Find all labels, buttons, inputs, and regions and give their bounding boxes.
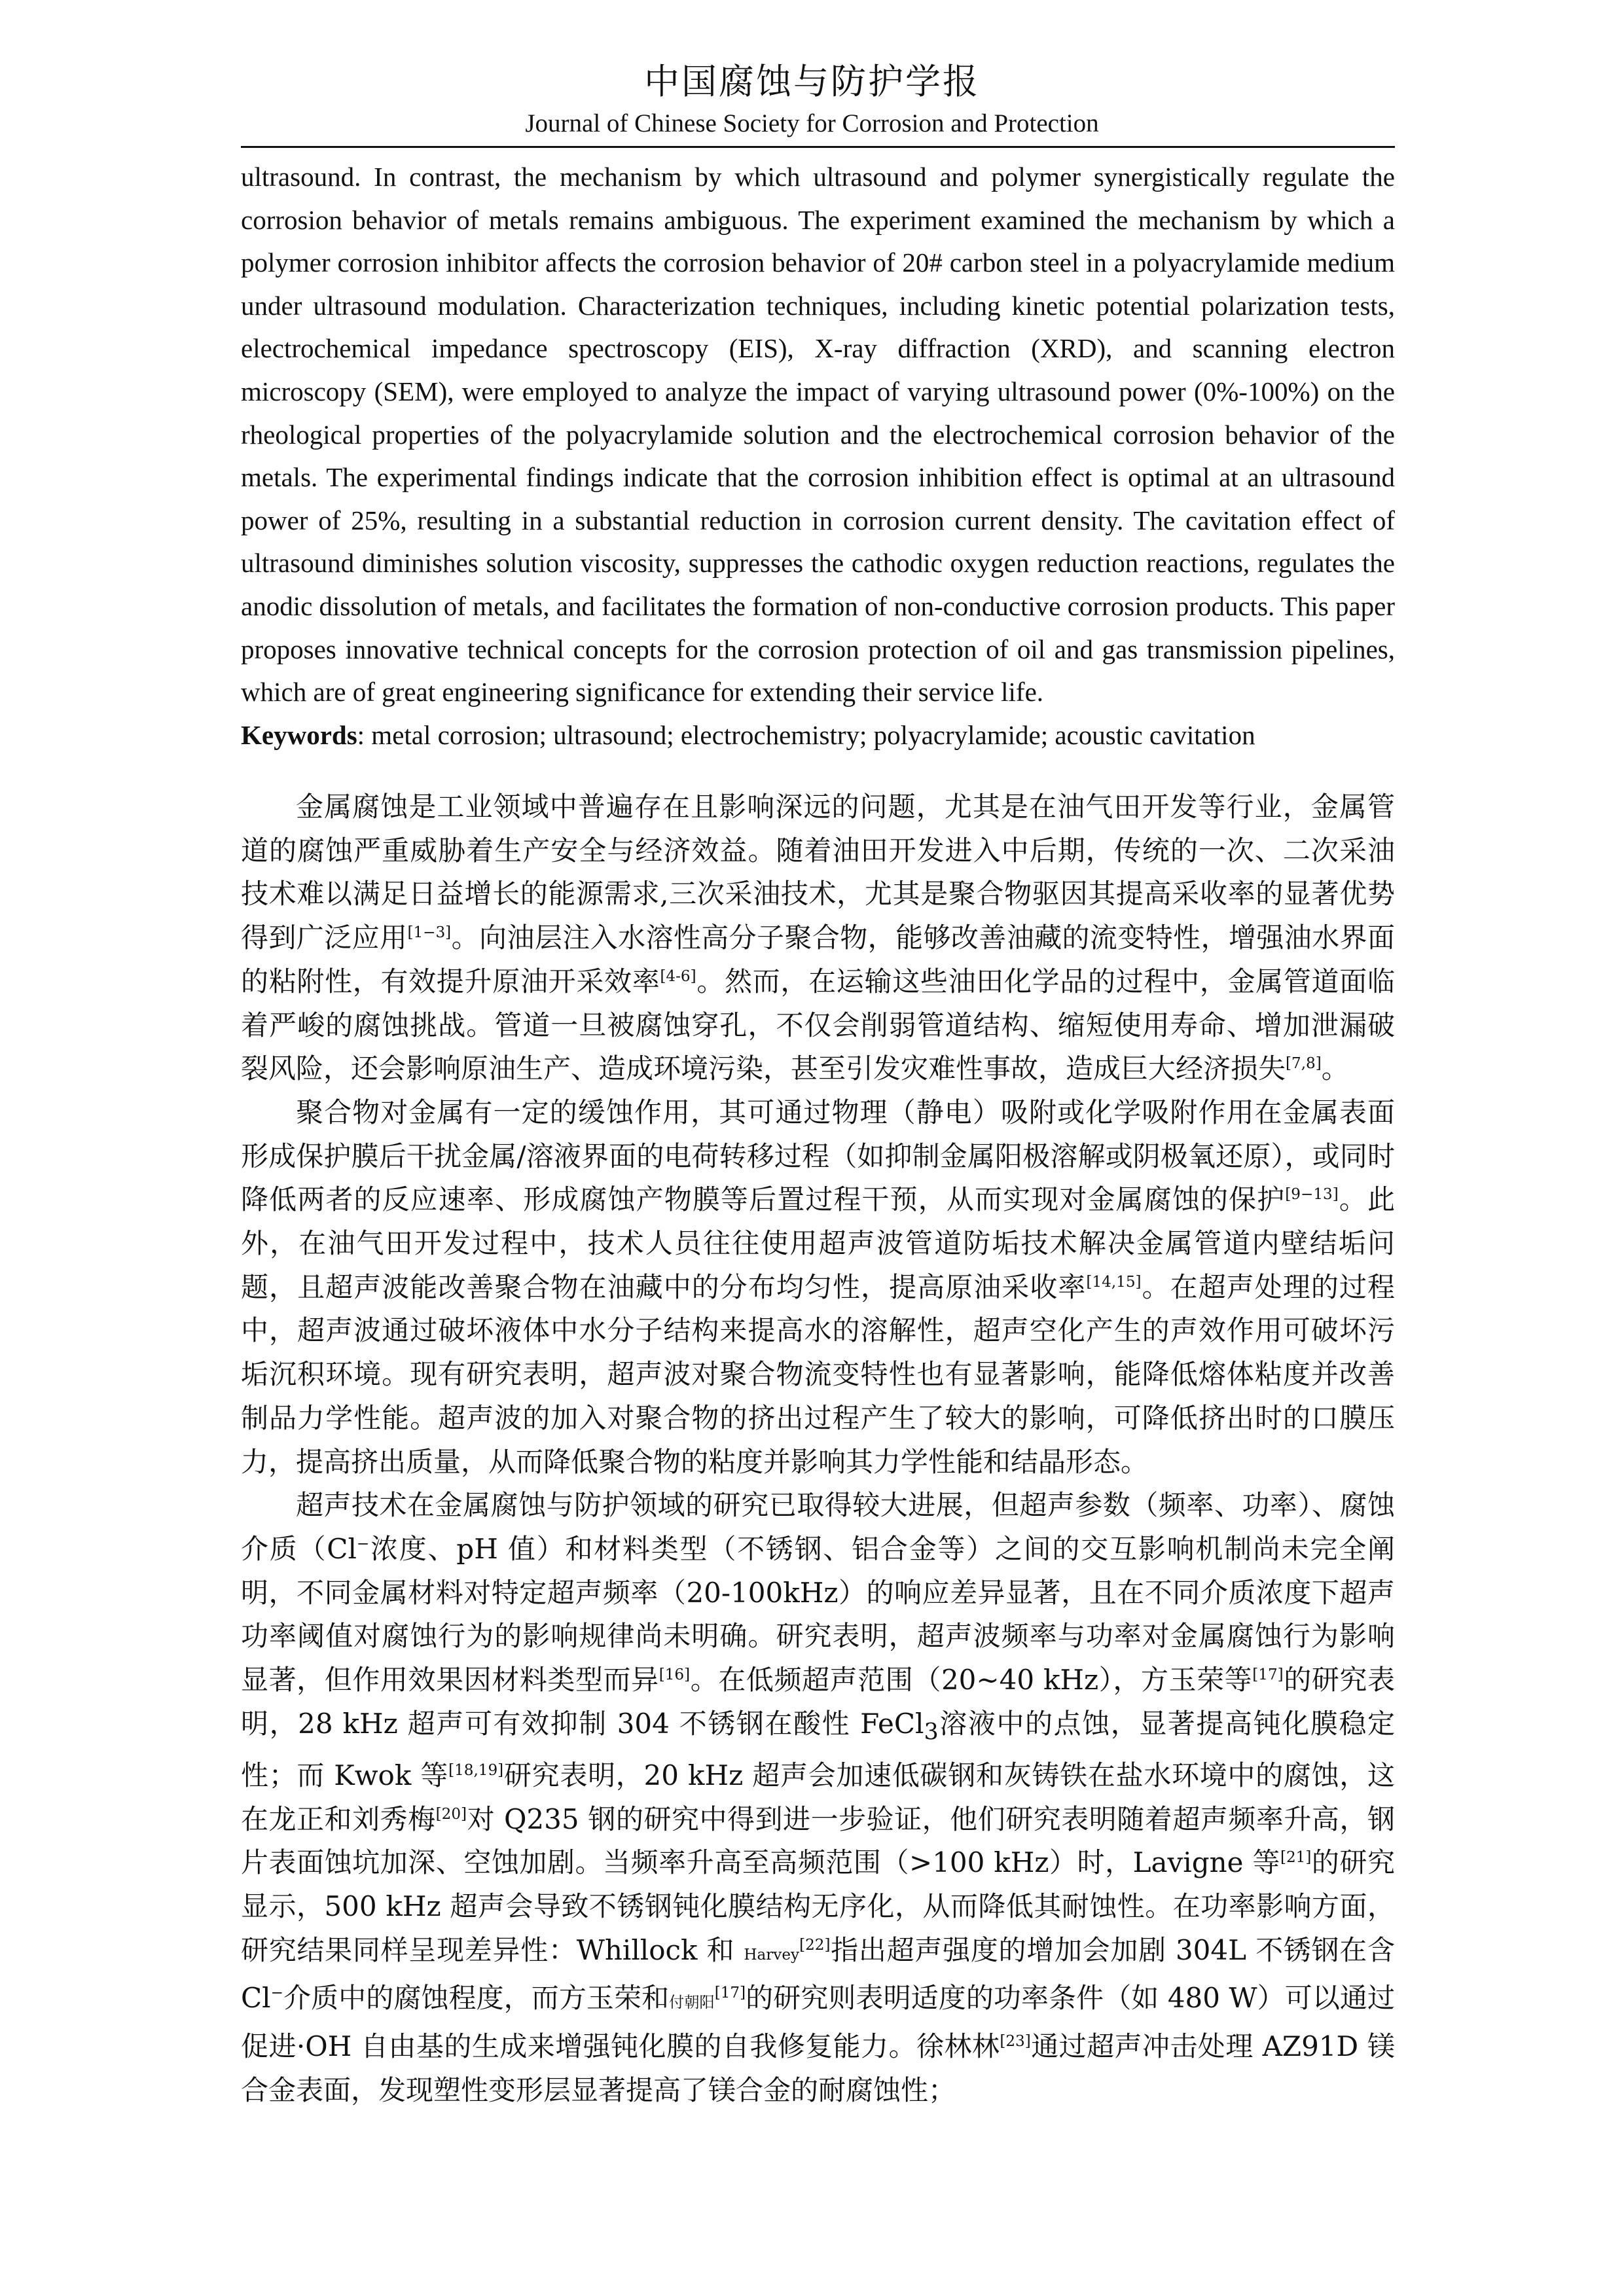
paragraph-1 (241, 785, 1395, 1091)
introduction-section (241, 785, 1395, 2112)
paragraph-text: 的研究表明，28 kHz 超声可有效抑制 304 不锈钢在酸性 FeCl (241, 1664, 1395, 1740)
superscript: − (356, 1535, 370, 1552)
paragraph-text: 。在超声处理的过程中，超声波通过破坏液体中水分子结构来提高水的溶解性，超声空化产生的声效作用可破坏污垢沉积环境。现有研究表明，超声波对聚合物流变特性也有显著影响，能降低熔体粘度并改善制品力学性能。超声波的加入对聚合物的挤出过程产生了较大的影响，可降低挤出时的口膜压力，提高挤出质量，从而降低聚合物的粘度并影响其力学性能和结晶形态。 (241, 1270, 1395, 1478)
journal-title-en: Journal of Chinese Society for Corrosion and Protection (525, 109, 1099, 137)
paragraph-2 (241, 1091, 1395, 1484)
citation: [20] (435, 1805, 467, 1823)
paragraph-text: 介质中的腐蚀程度，而方玉荣和 (283, 1982, 670, 2015)
paragraph-text: 聚合物对金属有一定的缓蚀作用，其可通过物理（静电）吸附或化学吸附作用在金属表面形成保护膜后干扰金属/溶液界面的电荷转移过程（如抑制金属阳极溶解或阴极氧还原），或同时降低两者的反应速率、形成腐蚀产物膜等后置过程干预，从而实现对金属腐蚀的保护 (241, 1096, 1395, 1216)
paragraph-text: 。向油层注入水溶性高分子聚合物，能够改善油藏的流变特性，增强油水界面的粘附性，有效提升原油开采效率 (241, 922, 1395, 997)
abstract-text: ultrasound. In contrast, the mechanism by which ultrasound and polymer synergistically regulate the corrosion behavior of metals remains ambiguous. The experiment examined the mechanism by which a polymer corrosion inhibitor affects the corrosion behavior of 20# carbon steel in a polyacrylamide medium under ultrasound modulation. Characterization techniques, including kinetic potential polarization tests, electrochemical impedance spectroscopy (EIS), X-ray diffraction (XRD), and scanning electron microscopy (SEM), were employed to analyze the impact of varying ultrasound power (0%-100%) on the rheological properties of the polyacrylamide solution and the electrochemical corrosion behavior of the metals. The experimental findings indicate that the corrosion inhibition effect is optimal at an ultrasound power of 25%, resulting in a substantial reduction in corrosion current density. The cavitation effect of ultrasound diminishes solution viscosity, suppresses the cathodic oxygen reduction reactions, regulates the anodic dissolution of metals, and facilitates the formation of non-conductive corrosion products. This paper proposes innovative technical concepts for the corrosion protection of oil and gas transmission pipelines, which are of great engineering significance for extending their service life. (241, 162, 1395, 708)
paragraph-text: 通过超声冲击处理 AZ91D 镁合金表面，发现塑性变形层显著提高了镁合金的耐腐蚀性； (241, 2030, 1395, 2106)
paragraph-3 (241, 1484, 1395, 2112)
keywords-label: Keywords (241, 719, 357, 750)
paragraph-text: 研究表明，20 kHz 超声会加速低碳钢和灰铸铁在盐水环境中的腐蚀，这在龙正和刘秀梅 (241, 1759, 1395, 1835)
abstract-section (241, 156, 1395, 757)
keywords-text: : metal corrosion; ultrasound; electrochemistry; polyacrylamide; acoustic cavitation (357, 719, 1255, 750)
citation: [23] (1000, 2033, 1031, 2051)
paragraph-text: 浓度、pH 值）和材料类型（不锈钢、铝合金等）之间的交互影响机制尚未完全阐明，不同金属材料对特定超声频率（20-100kHz）的响应差异显著，且在不同介质浓度下超声功率阈值对腐蚀行为的影响规律尚未明确。研究表明，超声波频率与功率对金属腐蚀行为影响显著，但作用效果因材料类型而异 (241, 1532, 1395, 1696)
paragraph-text: 溶液中的点蚀，显著提高钝化膜稳定性；而 Kwok 等 (241, 1707, 1395, 1791)
paragraph-text: 的研究则表明适度的功率条件（如 480 W）可以通过促进·OH 自由基的生成来增强钝化膜的自我修复能力。徐林林 (241, 1982, 1395, 2063)
citation: [22] (799, 1936, 831, 1954)
paragraph-text: 超声技术在金属腐蚀与防护领域的研究已取得较大进展，但超声参数（频率、功率）、腐蚀介质（Cl (241, 1489, 1395, 1565)
citation: [16] (659, 1666, 691, 1684)
paragraph-text: 。 (1321, 1052, 1349, 1085)
citation: [1−3] (407, 924, 452, 942)
citation: [9−13] (1285, 1186, 1339, 1204)
paragraph-text: 。在低频超声范围（20~40 kHz），方玉荣等 (690, 1664, 1253, 1696)
paragraph-text: 。然而，在运输这些油田化学品的过程中，金属管道面临着严峻的腐蚀挑战。管道一旦被腐蚀穿孔，不仅会削弱管道结构、缩短使用寿命、增加泄漏破裂风险，还会影响原油生产、造成环境污染，甚至引发灾难性事故，造成巨大经济损失 (241, 965, 1395, 1085)
paragraph-text: 指出超声强度的增加会加剧 304L 不锈钢在含 Cl (241, 1933, 1395, 2015)
citation: [17] (714, 1984, 746, 2002)
citation: [14,15] (1086, 1273, 1142, 1291)
citation: [7,8] (1286, 1055, 1322, 1073)
subscript: 3 (924, 1719, 939, 1746)
paragraph-text: 。此外，在油气田开发过程中，技术人员往往使用超声波管道防垢技术解决金属管道内壁结垢问题，且超声波能改善聚合物在油藏中的分布均匀性，提高原油采收率 (241, 1183, 1395, 1303)
superscript: − (270, 1984, 283, 2002)
citation: [21] (1280, 1849, 1312, 1867)
paragraph-text: 的研究显示，500 kHz 超声会导致不锈钢钝化膜结构无序化，从而降低其耐蚀性。在功率影响方面，研究结果同样呈现差异性：Whillock 和 (241, 1846, 1395, 1966)
paragraph-text: 对 Q235 钢的研究中得到进一步验证，他们研究表明随着超声频率升高，钢片表面蚀坑加深、空蚀加剧。当频率升高至高频范围（>100 kHz）时，Lavigne 等 (241, 1803, 1395, 1879)
paragraph-text: 金属腐蚀是工业领域中普遍存在且影响深远的问题，尤其是在油气田开发等行业，金属管道的腐蚀严重威胁着生产安全与经济效益。随着油田开发进入中后期，传统的一次、二次采油技术难以满足日益增长的能源需求,三次采油技术，尤其是聚合物驱因其提高采收率的显著优势得到广泛应用 (241, 791, 1395, 954)
citation: [4-6] (660, 967, 696, 985)
citation: [17] (1252, 1666, 1284, 1684)
header-rule (241, 146, 1395, 148)
author-name-small: Harvey (744, 1946, 800, 1964)
keywords-line (241, 714, 1395, 757)
journal-title-cn: 中国腐蚀与防护学报 (644, 61, 980, 102)
citation: [18,19] (448, 1761, 504, 1779)
author-name-small: 付朝阳 (669, 1994, 715, 2012)
